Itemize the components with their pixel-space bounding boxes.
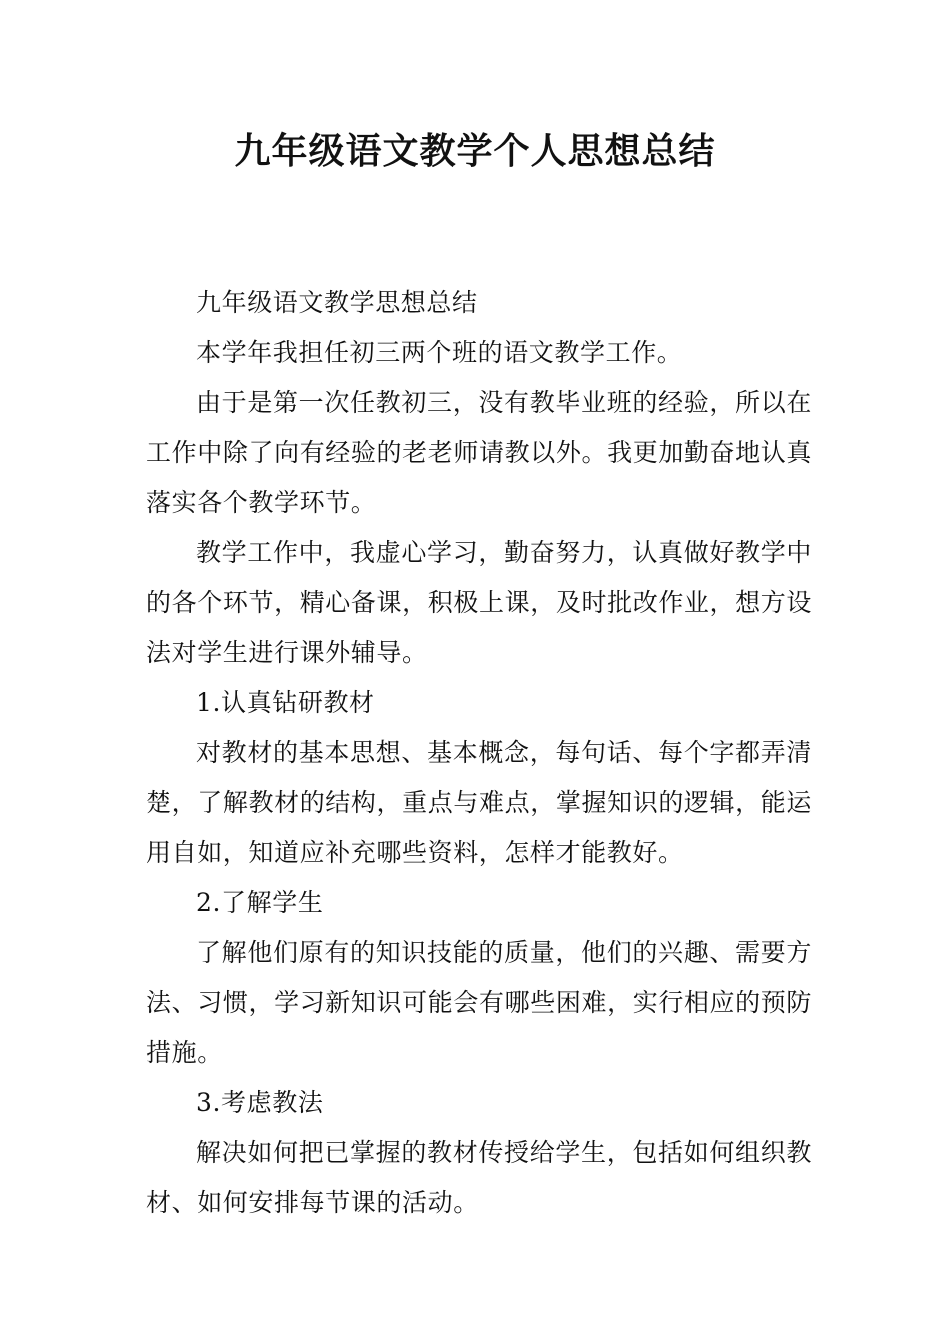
section-heading-2: 2.了解学生 <box>196 888 324 917</box>
paragraph-know-students: 了解他们原有的知识技能的质量，他们的兴趣、需要方法、习惯，学习新知识可能会有哪些困难，实行相应的预防措施。 <box>146 938 812 1067</box>
section-heading-3: 3.考虑教法 <box>196 1088 324 1117</box>
paragraph-teaching-methods: 解决如何把已掌握的教材传授给学生，包括如何组织教材、如何安排每节课的活动。 <box>146 1138 812 1217</box>
document-body <box>146 278 812 1228</box>
paragraph-study-materials: 对教材的基本思想、基本概念，每句话、每个字都弄清楚，了解教材的结构，重点与难点，掌握知识的逻辑，能运用自如，知道应补充哪些资料，怎样才能教好。 <box>146 738 812 867</box>
paragraph-intro: 本学年我担任初三两个班的语文教学工作。 <box>196 338 683 367</box>
paragraph-teaching-work: 教学工作中，我虚心学习，勤奋努力，认真做好教学中的各个环节，精心备课，积极上课，及时批改作业，想方设法对学生进行课外辅导。 <box>146 538 812 667</box>
paragraph-experience: 由于是第一次任教初三，没有教毕业班的经验，所以在工作中除了向有经验的老老师请教以外。我更加勤奋地认真落实各个教学环节。 <box>146 388 812 517</box>
paragraph-subtitle: 九年级语文教学思想总结 <box>196 288 478 317</box>
document-title: 九年级语文教学个人思想总结 <box>234 131 716 172</box>
section-heading-1: 1.认真钻研教材 <box>196 688 375 717</box>
